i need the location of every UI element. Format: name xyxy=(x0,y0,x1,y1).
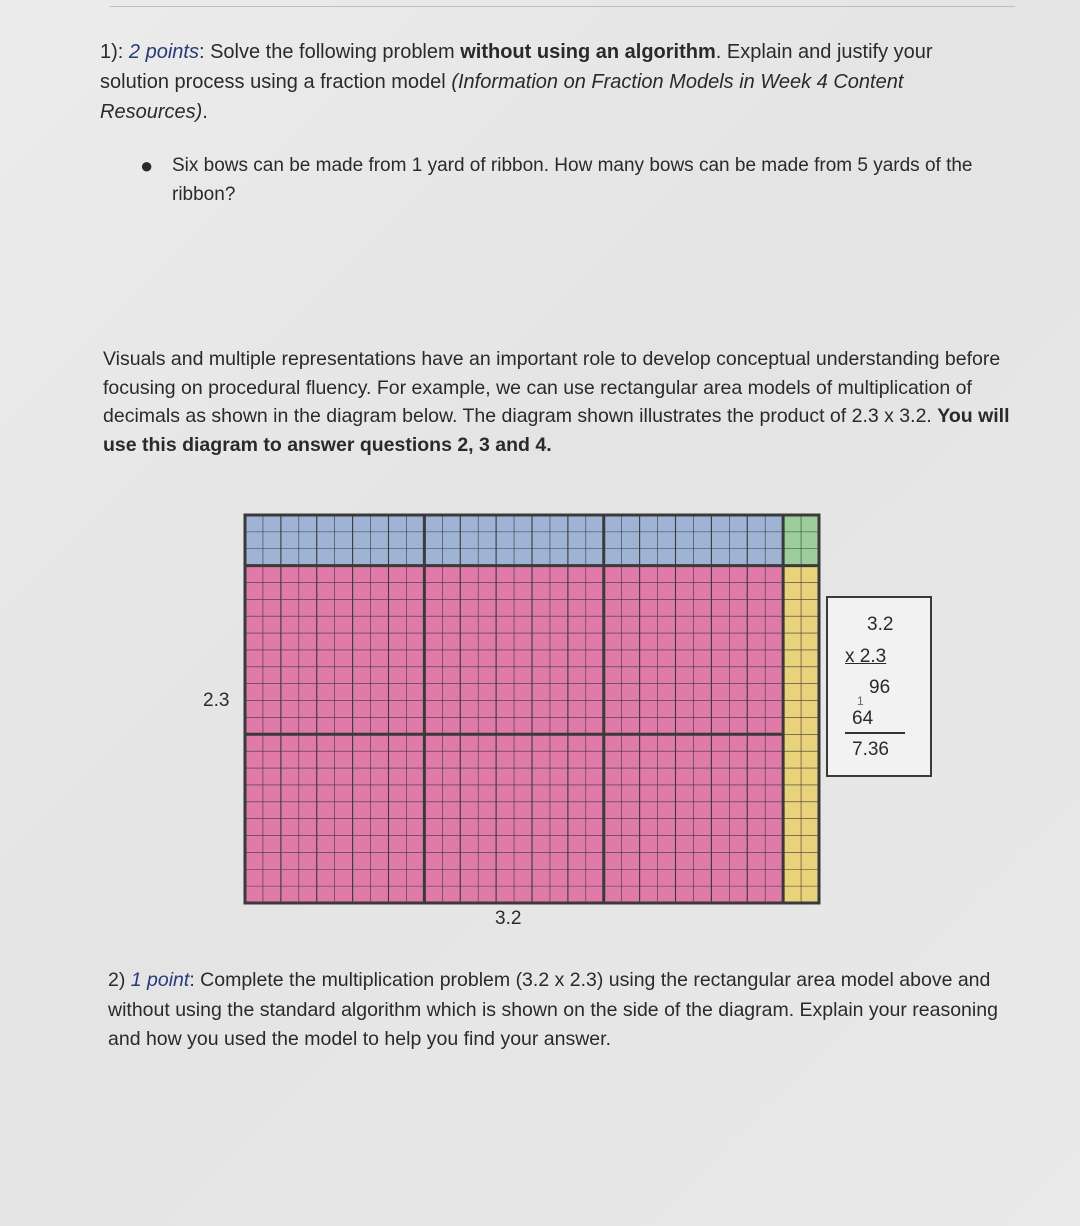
question-1 xyxy=(100,37,1000,127)
intro-text: Visuals and multiple representations have an important role to develop conceptual understanding before focusing on procedural fluency. For example, we can use rectangular area models of multiplication of decimals as shown in the diagram below. The diagram shown illustrates the product of 2.3 x 3.2. xyxy=(103,348,1001,427)
question-1-text-2: . Explain and justify your solution process using a fraction model xyxy=(100,41,933,93)
side-label: 2.3 xyxy=(203,690,230,711)
question-2-number: 2) xyxy=(108,969,131,991)
question-1-end: . xyxy=(202,101,208,123)
partial-product-1: 96 xyxy=(869,677,891,698)
partial-product-2: 64 xyxy=(852,708,874,729)
result: 7.36 xyxy=(852,739,889,760)
bullet-icon: ● xyxy=(140,153,154,178)
page-top-edge xyxy=(110,6,1015,7)
question-1-points: 2 points xyxy=(128,41,199,63)
question-1-number: 1): xyxy=(100,41,124,63)
question-1-resource-note: (Information on Fraction Models in Week 4 Content Resources) xyxy=(100,71,904,123)
question-1-emphasis: without using an algorithm xyxy=(460,41,716,63)
bottom-label: 3.2 xyxy=(495,908,522,929)
question-2 xyxy=(108,966,1008,1055)
bullet-text: Six bows can be made from 1 yard of ribbon. How many bows can be made from 5 yards of the ribbon? xyxy=(172,155,973,205)
question-2-text: : Complete the multiplication problem (3.2 x 2.3) using the rectangular area model above and without using the standard algorithm which is shown on the side of the diagram. Explain your reasoning and how you used the model to help you find your answer. xyxy=(108,969,998,1050)
area-model-diagram xyxy=(243,505,821,907)
multiplier: x 2.3 xyxy=(845,646,887,667)
intro-paragraph xyxy=(103,345,1018,459)
carry-digit: 1 xyxy=(857,694,864,708)
intro-emphasis: You will use this diagram to answer questions 2, 3 and 4. xyxy=(103,405,1010,456)
sum-line xyxy=(845,732,905,734)
question-2-points: 1 point xyxy=(130,969,190,991)
multiplicand: 3.2 xyxy=(867,614,894,635)
question-1-text: : Solve the following problem xyxy=(198,41,461,63)
